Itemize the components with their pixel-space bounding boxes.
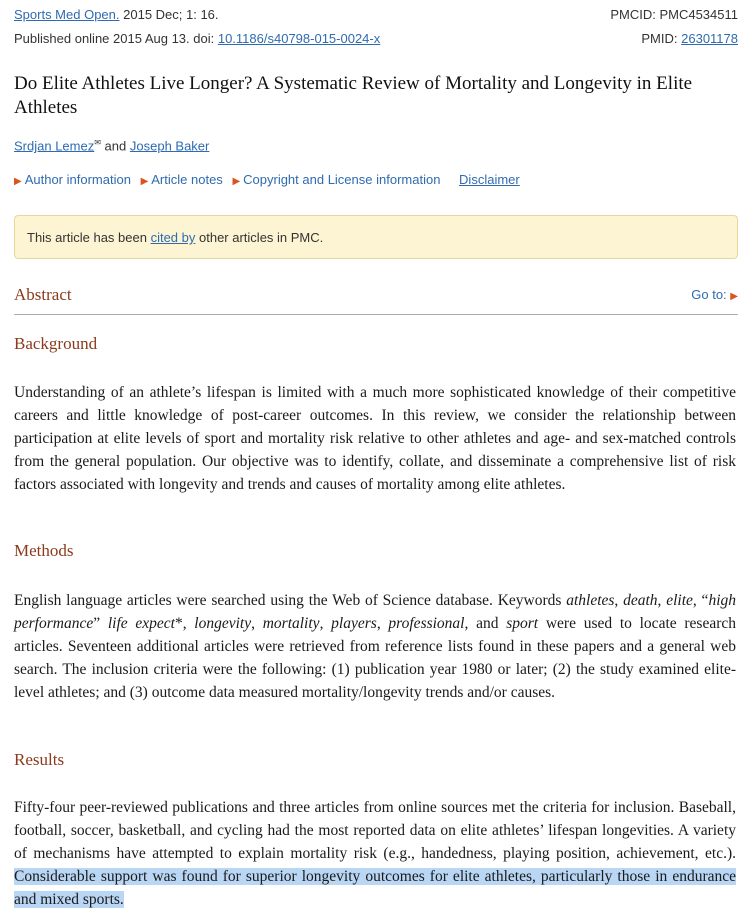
pmid-link[interactable]: 26301178 bbox=[681, 31, 738, 46]
abstract-header bbox=[14, 285, 738, 315]
citation-line bbox=[14, 7, 738, 22]
author-list bbox=[14, 138, 209, 153]
disclaimer-link[interactable]: Disclaimer bbox=[459, 172, 520, 187]
methods-text: English language articles were searched using the Web of Science database. Keywords athletes, death, elite, “high performance” life expect*, longevity, mortality, players, professional, and sport were used to locate research articles. Seventeen additional articles were retrieved from reference lists found in these papers and a general web search. The inclusion criteria were the following: (1) publication year 1980 or later; (2) the study examined elite-level athletes; and (3) outcome data measured mortality/longevity trends and/or causes. bbox=[14, 592, 736, 701]
author-link-lemez[interactable]: Srdjan Lemez bbox=[14, 138, 95, 154]
email-icon[interactable]: ✉ bbox=[94, 138, 101, 147]
abstract-heading: Abstract bbox=[14, 285, 72, 304]
cited-by-notice bbox=[14, 215, 738, 259]
issue-date: 2015 Dec; 1: 16. bbox=[123, 7, 219, 22]
author-link-baker[interactable]: Joseph Baker bbox=[129, 138, 210, 154]
triangle-right-icon: ▶ bbox=[14, 176, 22, 187]
author-information-toggle[interactable]: ▶ Author information bbox=[14, 172, 131, 187]
doi-link[interactable]: 10.1186/s40798-015-0024-x bbox=[217, 31, 381, 46]
highlighted-text: Considerable support was found for superior longevity outcomes for elite athletes, particularly those in endurance and mixed sports. bbox=[14, 868, 736, 908]
triangle-right-icon: ▶ bbox=[232, 176, 241, 187]
article-notes-toggle[interactable]: ▶ Article notes bbox=[140, 172, 223, 187]
journal-link[interactable]: Sports Med Open. bbox=[14, 7, 120, 22]
article-info-links bbox=[14, 172, 520, 187]
pmid-label: PMID: bbox=[641, 31, 682, 46]
pmid bbox=[641, 31, 738, 46]
cited-by-link[interactable]: cited by bbox=[150, 230, 196, 245]
background-text: Understanding of an athlete’s lifespan is limited with a much more sophisticated knowledge of their competitive careers and little knowledge of post-career outcomes. In this review, we consider the relationship between participation at elite levels of sport and mortality risk relative to other athletes and age- and sex-matched controls from the general population. Our objective was to identify, collate, and disseminate a comprehensive list of risk factors associated with longevity and trends and causes of mortality among elite athletes. bbox=[14, 384, 736, 493]
notice-suffix: other articles in PMC. bbox=[195, 230, 324, 245]
methods-heading: Methods bbox=[14, 541, 74, 560]
results-text: Fifty-four peer-reviewed publications and three articles from online sources met the criteria for inclusion. Baseball, football, soccer, basketball, and cycling had the most reported data on elite athletes’ lifespan longevities. A variety of mechanisms have attempted to explain mortality risk (e.g., handedness, playing position, achievement, etc.). Considerable support was found for superior longevity outcomes for elite athletes, particularly those in endurance and mixed sports. bbox=[14, 799, 736, 908]
triangle-right-icon: ▶ bbox=[140, 176, 149, 187]
article-title: Do Elite Athletes Live Longer? A Systematic Review of Mortality and Longevity in Elite Athletes bbox=[14, 73, 693, 118]
copyright-toggle[interactable]: ▶ Copyright and License information bbox=[232, 172, 441, 187]
triangle-right-icon: ▶ bbox=[730, 291, 738, 302]
goto-menu[interactable]: Go to: ▶ bbox=[691, 287, 738, 302]
results-heading: Results bbox=[14, 750, 65, 769]
background-heading: Background bbox=[14, 334, 98, 353]
author-conjunction: and bbox=[104, 138, 127, 154]
publication-line bbox=[14, 31, 738, 46]
notice-prefix: This article has been bbox=[27, 230, 151, 245]
pmcid: PMCID: PMC4534511 bbox=[610, 7, 738, 22]
published-text: Published online 2015 Aug 13. doi: bbox=[14, 31, 218, 46]
